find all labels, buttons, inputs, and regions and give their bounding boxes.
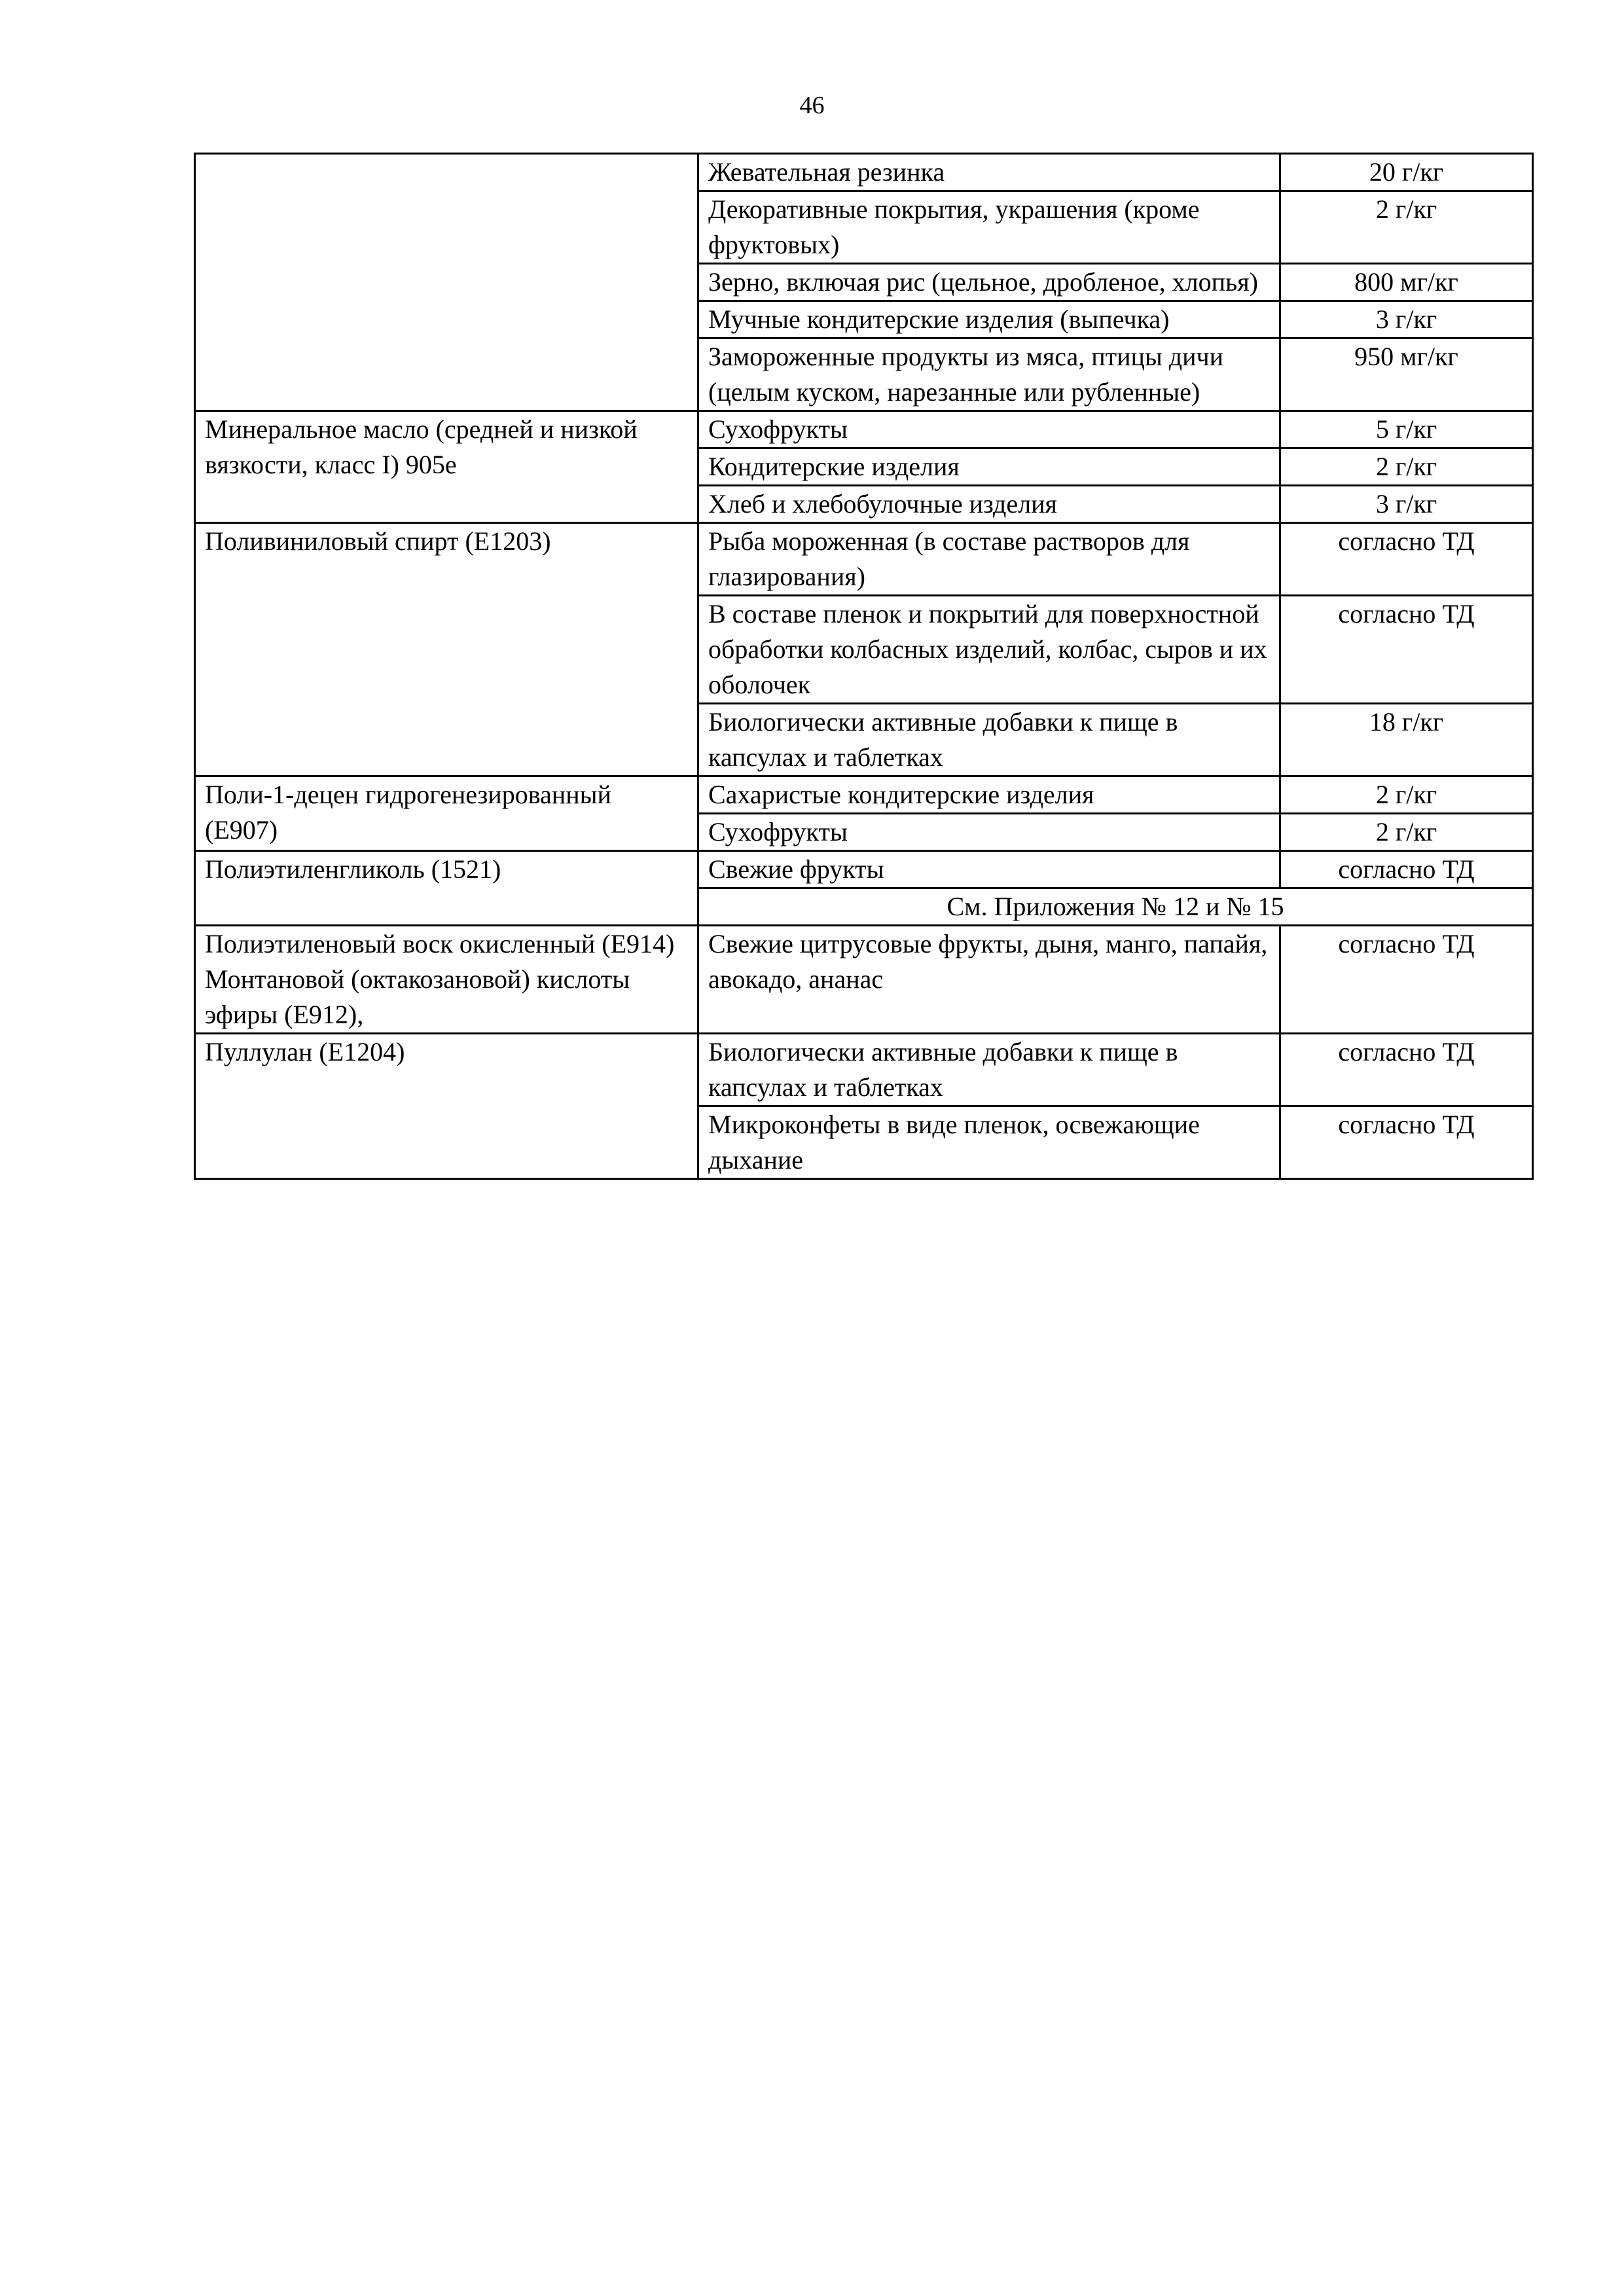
additive-name: Полиэтиленовый воск окисленный (Е914) xyxy=(205,929,675,958)
page-number: 46 xyxy=(799,92,825,119)
table-row xyxy=(195,926,1533,1034)
limit-cell: 800 мг/кг xyxy=(1280,264,1533,301)
table-row xyxy=(195,154,1533,191)
product-cell: Свежие цитрусовые фрукты, дыня, манго, папайя, авокадо, ананас xyxy=(698,926,1280,1034)
limit-cell: согласно ТД xyxy=(1280,851,1533,888)
additive-name: Поли-1-децен гидрогенезированный (Е907) xyxy=(205,780,611,845)
product-cell: Зерно, включая рис (цельное, дробленое, хлопья) xyxy=(698,264,1280,301)
additive-name-cell xyxy=(195,776,698,851)
additive-name-cell xyxy=(195,851,698,926)
limit-cell: согласно ТД xyxy=(1280,523,1533,596)
additive-name-cell xyxy=(195,523,698,776)
limit-cell: 950 мг/кг xyxy=(1280,338,1533,411)
product-cell: Замороженные продукты из мяса, птицы дичи (целым куском, нарезанные или рубленные) xyxy=(698,338,1280,411)
additive-name-cell xyxy=(195,1034,698,1179)
additive-name: Пуллулан (Е1204) xyxy=(205,1037,405,1066)
limit-cell: 18 г/кг xyxy=(1280,704,1533,776)
limit-cell: 2 г/кг xyxy=(1280,776,1533,814)
limit-cell: 5 г/кг xyxy=(1280,411,1533,448)
limit-cell: согласно ТД xyxy=(1280,926,1533,1034)
additive-name-cell xyxy=(195,154,698,411)
limit-cell: 2 г/кг xyxy=(1280,191,1533,264)
table-row xyxy=(195,1034,1533,1106)
additive-name-cell xyxy=(195,926,698,1034)
product-cell: Сахаристые кондитерские изделия xyxy=(698,776,1280,814)
product-cell: В составе пленок и покрытий для поверхностной обработки колбасных изделий, колбас, сыров и их оболочек xyxy=(698,596,1280,704)
limit-cell: 2 г/кг xyxy=(1280,814,1533,851)
limit-cell: 3 г/кг xyxy=(1280,301,1533,338)
table-body xyxy=(195,154,1533,1179)
limit-cell: 3 г/кг xyxy=(1280,486,1533,523)
product-cell: Кондитерские изделия xyxy=(698,448,1280,486)
additive-name: Поливиниловый спирт (Е1203) xyxy=(205,526,551,556)
limit-cell: 2 г/кг xyxy=(1280,448,1533,486)
additive-name-cell xyxy=(195,411,698,523)
product-cell: Хлеб и хлебобулочные изделия xyxy=(698,486,1280,523)
product-cell: Микроконфеты в виде пленок, освежающие дыхание xyxy=(698,1106,1280,1179)
limit-cell: согласно ТД xyxy=(1280,596,1533,704)
product-cell: Жевательная резинка xyxy=(698,154,1280,191)
product-cell: Биологически активные добавки к пище в капсулах и таблетках xyxy=(698,1034,1280,1106)
limit-cell: 20 г/кг xyxy=(1280,154,1533,191)
limit-cell: согласно ТД xyxy=(1280,1034,1533,1106)
table-row xyxy=(195,851,1533,888)
product-cell: Декоративные покрытия, украшения (кроме фруктовых) xyxy=(698,191,1280,264)
product-cell: Рыба мороженная (в составе растворов для глазирования) xyxy=(698,523,1280,596)
product-cell: Свежие фрукты xyxy=(698,851,1280,888)
product-cell: Сухофрукты xyxy=(698,814,1280,851)
reference-note-cell: См. Приложения № 12 и № 15 xyxy=(698,888,1533,926)
limit-cell: согласно ТД xyxy=(1280,1106,1533,1179)
additive-name: Полиэтиленгликоль (1521) xyxy=(205,854,501,884)
product-cell: Сухофрукты xyxy=(698,411,1280,448)
product-cell: Биологически активные добавки к пище в капсулах и таблетках xyxy=(698,704,1280,776)
table-row xyxy=(195,411,1533,448)
additive-name: Минеральное масло (средней и низкой вязкости, класс I) 905е xyxy=(205,414,638,479)
additives-table xyxy=(194,153,1534,1180)
table-row xyxy=(195,776,1533,814)
table-row xyxy=(195,523,1533,596)
product-cell: Мучные кондитерские изделия (выпечка) xyxy=(698,301,1280,338)
additive-name: Монтановой (октакозановой) кислоты эфиры (Е912), xyxy=(205,964,630,1029)
